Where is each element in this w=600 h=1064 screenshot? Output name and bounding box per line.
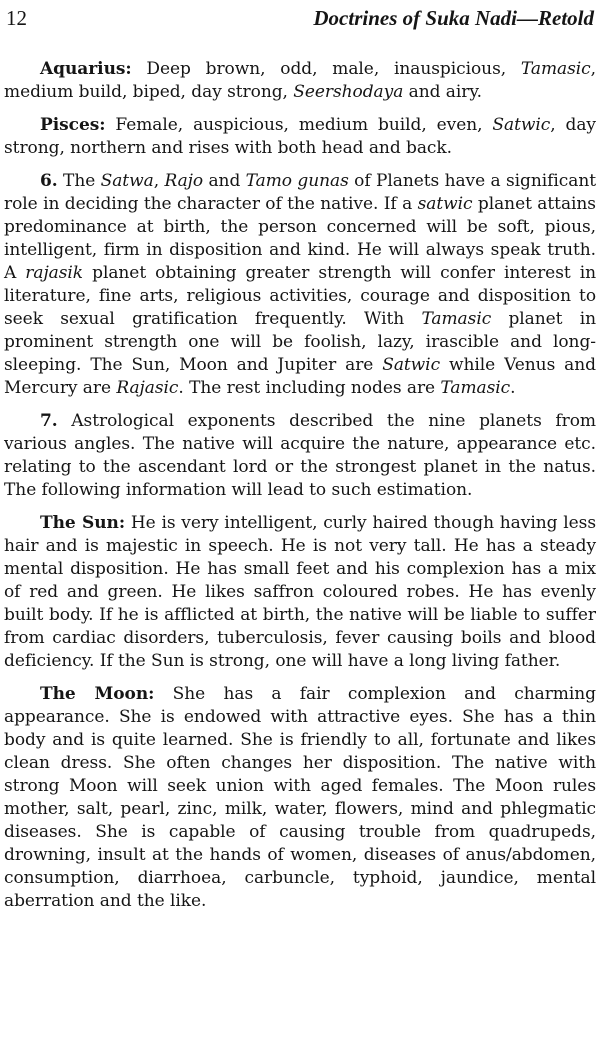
body-text: and airy. [403, 82, 483, 102]
italic-term: Satwic [492, 115, 551, 135]
paragraph-aquarius [4, 58, 596, 104]
body-text: planet obtaining greater strength will confer interest in literature, fine arts, religious activities, courage and disposition to seek sexual gratification frequently. With [4, 263, 596, 329]
italic-term: Tamasic [520, 59, 591, 79]
body-text: He is very intelligent, curly haired though having less hair and is majestic in speech. He is not very tall. He has a steady mental disposition. He has small feet and his complexion has a mix of red and green. He likes saffron coloured robes. He has evenly built body. If he is afflicted at birth, the native will be liable to suffer from cardiac disorders, tuberculosis, fever causing boils and blood deficiency. If the Sun is strong, one will have a long living father. [4, 513, 596, 671]
body-text: , day strong, northern and rises with both head and back. [4, 115, 596, 158]
italic-term: Seershodaya [293, 82, 404, 102]
paragraph-text [4, 512, 596, 673]
body-text: , [153, 171, 165, 191]
italic-term: Rajasic [116, 378, 179, 398]
body-text: of Planets have a significant role in deciding the character of the native. If a [4, 171, 597, 214]
bold-lead-text: The Moon: [40, 684, 155, 704]
paragraph-text [4, 170, 596, 400]
running-title: Doctrines of Suka Nadi—Retold [313, 6, 594, 30]
paragraph-gunas [4, 170, 596, 400]
paragraph-pisces [4, 114, 596, 160]
body-text: . The rest including nodes are [178, 378, 441, 398]
paragraph-text [4, 683, 596, 913]
italic-term: Satwa [100, 171, 154, 191]
bold-lead-text: 6. [40, 171, 58, 191]
body-text: She has a fair complexion and charming appearance. She is endowed with attractive eyes. She has a thin body and is quite learned. She is friendly to all, fortunate and likes clean dress. She often changes her disposition. The native with strong Moon will seek union with aged females. The Moon rules mother, salt, pearl, zinc, milk, water, flowers, mind and phlegmatic diseases. She is capable of causing trouble from quadrupeds, drowning, insult at the hands of women, diseases of anus/abdomen, consumption, diarrhoea, carbuncle, typhoid, jaundice, mental aberration and the like. [4, 684, 596, 911]
body-text: planet attains predominance at birth, the person concerned will be soft, pious, intelligent, firm in disposition and kind. He will always speak truth. A [4, 194, 596, 283]
body-text: Deep brown, odd, male, inauspicious, [131, 59, 521, 79]
paragraph-text [4, 410, 596, 502]
body-text: Female, auspicious, medium build, even, [105, 115, 493, 135]
paragraph-text [4, 114, 596, 160]
italic-term: Tamasic [440, 378, 511, 398]
italic-term: Satwic [382, 355, 441, 375]
bold-lead-text: Pisces: [40, 115, 106, 135]
paragraph-the-moon [4, 683, 596, 913]
body-text: The [57, 171, 101, 191]
italic-term: rajasik [25, 263, 84, 283]
page-header [4, 4, 596, 32]
paragraph-planet-descriptions [4, 410, 596, 502]
body-text: Astrological exponents described the nine planets from various angles. The native will acquire the nature, appearance etc. relating to the ascendant lord or the strongest planet in the natus. The following information will lead to such estimation. [4, 411, 596, 500]
body-text: . [510, 378, 516, 398]
italic-term: Rajo [164, 171, 204, 191]
body-text: , medium build, biped, day strong, [4, 59, 596, 102]
body-text: planet in prominent strength one will be foolish, lazy, irascible and long-sleeping. The Sun, Moon and Jupiter are [4, 309, 596, 375]
body-text: while Venus and Mercury are [4, 355, 596, 398]
bold-lead-text: 7. [40, 411, 58, 431]
page-number: 12 [6, 6, 27, 30]
paragraph-the-sun [4, 512, 596, 673]
bold-lead-text: The Sun: [40, 513, 126, 533]
italic-term: Tamo gunas [245, 171, 349, 191]
italic-term: Tamasic [421, 309, 492, 329]
body-text: and [203, 171, 246, 191]
bold-lead-text: Aquarius: [40, 59, 132, 79]
paragraph-text [4, 58, 596, 104]
italic-term: satwic [417, 194, 473, 214]
